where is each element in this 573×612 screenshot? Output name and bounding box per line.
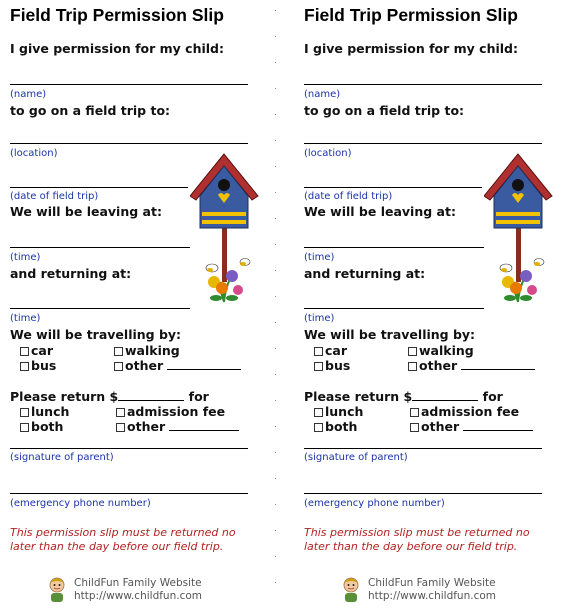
note-line-1: This permission slip must be returned no (10, 526, 236, 539)
date-label: (date of field trip) (304, 191, 393, 202)
return-suffix: for (188, 389, 209, 404)
permission-slip-left (10, 0, 262, 612)
checkbox-bus[interactable] (20, 362, 29, 371)
return-other-line[interactable] (169, 419, 239, 431)
option-both-label: both (31, 419, 64, 434)
time-label-leaving: (time) (10, 252, 41, 263)
option-admission-label: admission fee (421, 404, 520, 419)
return-prefix: Please return $ (10, 389, 119, 404)
checkbox-admission[interactable] (116, 408, 125, 417)
option-bus-label: bus (325, 358, 351, 373)
checkbox-return-other[interactable] (410, 423, 419, 432)
destination-prompt: to go on a field trip to: (304, 103, 465, 118)
travel-prompt: We will be travelling by: (304, 327, 476, 342)
option-lunch-label: lunch (325, 404, 364, 419)
date-line[interactable] (304, 187, 482, 188)
option-car[interactable] (314, 343, 347, 358)
checkbox-lunch[interactable] (20, 408, 29, 417)
phone-label: (emergency phone number) (10, 498, 151, 509)
name-line[interactable] (304, 84, 542, 85)
amount-line[interactable] (118, 389, 184, 401)
footer-site-name: ChildFun Family Website (368, 577, 496, 589)
return-deadline-note (304, 526, 530, 554)
footer (74, 577, 202, 603)
checkbox-admission[interactable] (410, 408, 419, 417)
location-label: (location) (304, 148, 352, 159)
option-admission-label: admission fee (127, 404, 226, 419)
leaving-time-line[interactable] (10, 247, 190, 248)
option-admission[interactable] (410, 404, 519, 419)
option-car[interactable] (20, 343, 53, 358)
checkbox-lunch[interactable] (314, 408, 323, 417)
option-bus-label: bus (31, 358, 57, 373)
option-car-label: car (31, 343, 54, 358)
signature-label: (signature of parent) (10, 452, 114, 463)
option-walking[interactable] (114, 343, 180, 358)
amount-line[interactable] (412, 389, 478, 401)
checkbox-walking[interactable] (114, 347, 123, 356)
checkbox-travel-other[interactable] (114, 362, 123, 371)
birdhouse-illustration (190, 152, 262, 310)
returning-time-line[interactable] (304, 308, 484, 309)
footer-url[interactable]: http://www.childfun.com (74, 590, 202, 602)
cut-line (275, 10, 276, 600)
option-travel-other-label: other (419, 358, 458, 373)
time-label-leaving: (time) (304, 252, 335, 263)
option-walking-label: walking (125, 343, 180, 358)
name-label: (name) (304, 89, 341, 100)
permission-slip-right (304, 0, 556, 612)
returning-time-line[interactable] (10, 308, 190, 309)
leaving-prompt: We will be leaving at: (10, 204, 162, 219)
option-return-other[interactable] (410, 419, 533, 434)
option-bus[interactable] (314, 358, 350, 373)
signature-label: (signature of parent) (304, 452, 408, 463)
phone-label: (emergency phone number) (304, 498, 445, 509)
phone-line[interactable] (304, 493, 542, 494)
option-travel-other-label: other (125, 358, 164, 373)
footer-site-name: ChildFun Family Website (74, 577, 202, 589)
checkbox-walking[interactable] (408, 347, 417, 356)
travel-other-line[interactable] (461, 358, 535, 370)
option-car-label: car (325, 343, 348, 358)
location-label: (location) (10, 148, 58, 159)
slip-title: Field Trip Permission Slip (10, 5, 224, 25)
leaving-prompt: We will be leaving at: (304, 204, 456, 219)
returning-prompt: and returning at: (10, 266, 132, 281)
option-lunch[interactable] (314, 404, 363, 419)
footer (368, 577, 496, 603)
date-line[interactable] (10, 187, 188, 188)
phone-line[interactable] (10, 493, 248, 494)
travel-prompt: We will be travelling by: (10, 327, 182, 342)
return-suffix: for (482, 389, 503, 404)
option-travel-other[interactable] (408, 358, 535, 373)
note-line-2: later than the day before our field trip. (10, 540, 224, 553)
note-line-1: This permission slip must be returned no (304, 526, 530, 539)
name-line[interactable] (10, 84, 248, 85)
time-label-returning: (time) (304, 313, 335, 324)
checkbox-both[interactable] (20, 423, 29, 432)
option-bus[interactable] (20, 358, 56, 373)
slip-title: Field Trip Permission Slip (304, 5, 518, 25)
leaving-time-line[interactable] (304, 247, 484, 248)
option-both[interactable] (314, 419, 357, 434)
signature-line[interactable] (10, 448, 248, 449)
travel-other-line[interactable] (167, 358, 241, 370)
checkbox-car[interactable] (314, 347, 323, 356)
birdhouse-illustration (484, 152, 556, 310)
return-money-prompt (10, 389, 209, 404)
option-walking-label: walking (419, 343, 474, 358)
option-admission[interactable] (116, 404, 225, 419)
returning-prompt: and returning at: (304, 266, 426, 281)
checkbox-car[interactable] (20, 347, 29, 356)
time-label-returning: (time) (10, 313, 41, 324)
option-return-other-label: other (421, 419, 460, 434)
option-return-other-label: other (127, 419, 166, 434)
checkbox-return-other[interactable] (116, 423, 125, 432)
option-lunch-label: lunch (31, 404, 70, 419)
option-both[interactable] (20, 419, 63, 434)
return-deadline-note (10, 526, 236, 554)
note-line-2: later than the day before our field trip. (304, 540, 518, 553)
return-money-prompt (304, 389, 503, 404)
signature-line[interactable] (304, 448, 542, 449)
option-walking[interactable] (408, 343, 474, 358)
destination-prompt: to go on a field trip to: (10, 103, 171, 118)
child-mascot-icon (46, 575, 68, 603)
checkbox-both[interactable] (314, 423, 323, 432)
return-other-line[interactable] (463, 419, 533, 431)
child-mascot-icon (340, 575, 362, 603)
location-line[interactable] (304, 143, 542, 144)
option-return-other[interactable] (116, 419, 239, 434)
option-both-label: both (325, 419, 358, 434)
intro-text: I give permission for my child: (10, 41, 225, 56)
intro-text: I give permission for my child: (304, 41, 519, 56)
return-prefix: Please return $ (304, 389, 413, 404)
date-label: (date of field trip) (10, 191, 99, 202)
footer-url[interactable]: http://www.childfun.com (368, 590, 496, 602)
checkbox-travel-other[interactable] (408, 362, 417, 371)
location-line[interactable] (10, 143, 248, 144)
checkbox-bus[interactable] (314, 362, 323, 371)
option-lunch[interactable] (20, 404, 69, 419)
name-label: (name) (10, 89, 47, 100)
option-travel-other[interactable] (114, 358, 241, 373)
